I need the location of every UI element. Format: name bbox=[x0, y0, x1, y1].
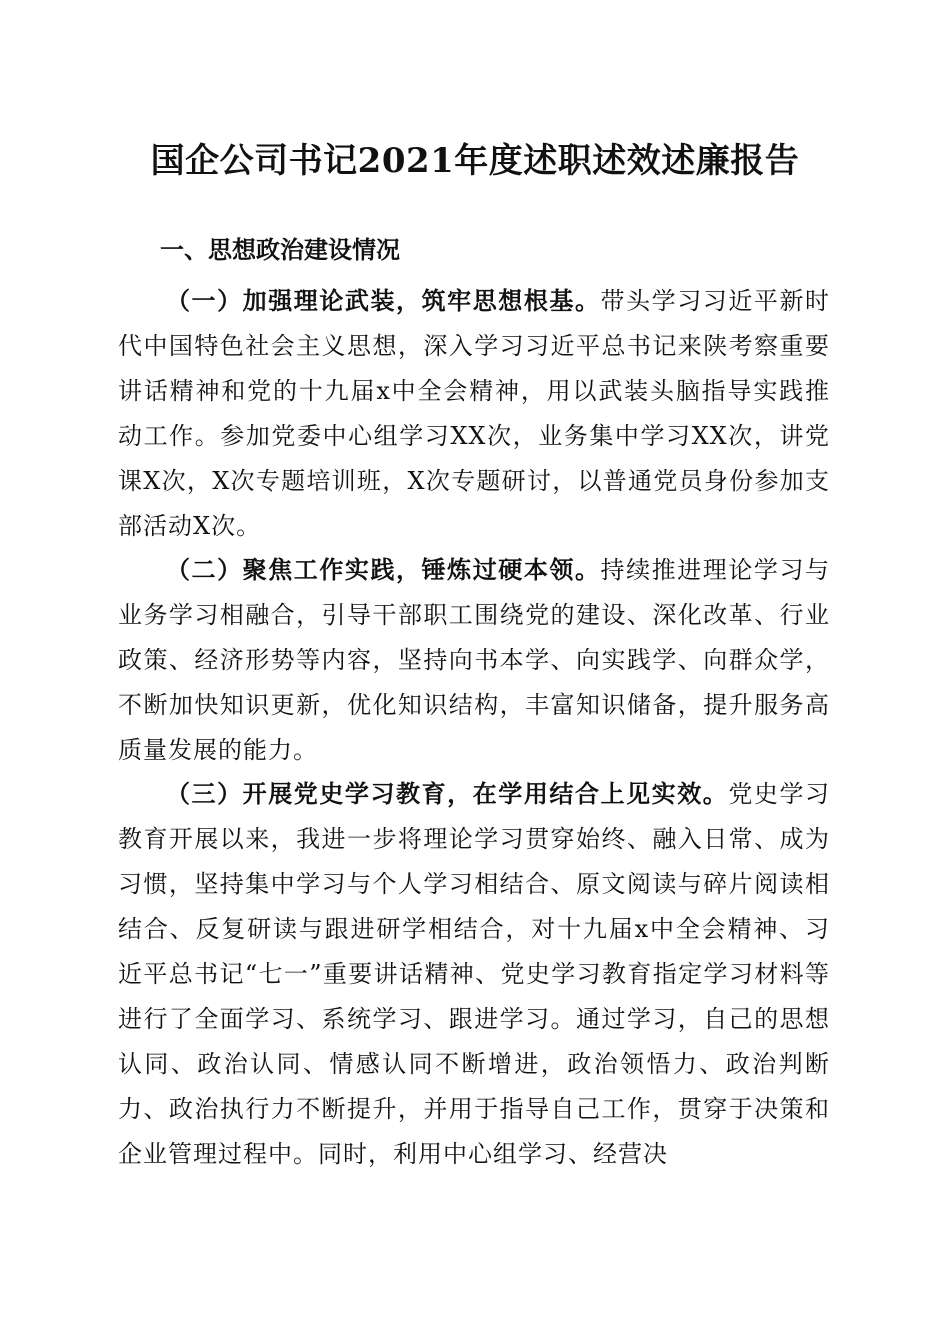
paragraph-1-lead: （一）加强理论武装，筑牢思想根基。 bbox=[166, 286, 601, 315]
paragraph-2 bbox=[118, 547, 830, 773]
paragraph-3-body: 党史学习教育开展以来，我进一步将理论学习贯穿始终、融入日常、成为习惯，坚持集中学习与个人学习相结合、原文阅读与碎片阅读相结合、反复研读与跟进研学相结合，对十九届x中全会精神、习近平总书记“七一”重要讲话精神、党史学习教育指定学习材料等进行了全面学习、系统学习、跟进学习。通过学习，自己的思想认同、政治认同、情感认同不断增进，政治领悟力、政治判断力、政治执行力不断提升，并用于指导自己工作，贯穿于决策和企业管理过程中。同时，利用中心组学习、经营决 bbox=[118, 780, 831, 1168]
section-heading: 一、思想政治建设情况 bbox=[160, 236, 400, 264]
paragraph-2-body: 持续推进理论学习与业务学习相融合，引导干部职工围绕党的建设、深化改革、行业政策、经济形势等内容，坚持向书本学、向实践学、向群众学，不断加快知识更新，优化知识结构，丰富知识储备，提升服务高质量发展的能力。 bbox=[118, 556, 831, 764]
paragraph-1-body: 带头学习习近平新时代中国特色社会主义思想，深入学习习近平总书记来陕考察重要讲话精神和党的十九届x中全会精神，用以武装头脑指导实践推动工作。参加党委中心组学习XX次，业务集中学习XX次，讲党课X次，X次专题培训班，X次专题研讨，以普通党员身份参加支部活动X次。 bbox=[118, 287, 831, 540]
document-title: 国企公司书记2021年度述职述效述廉报告 bbox=[150, 141, 800, 181]
paragraph-3 bbox=[118, 771, 830, 1177]
paragraph-3-lead: （三）开展党史学习教育，在学用结合上见实效。 bbox=[166, 779, 729, 808]
paragraph-1 bbox=[118, 278, 830, 549]
paragraph-2-lead: （二）聚焦工作实践，锤炼过硬本领。 bbox=[166, 555, 601, 584]
